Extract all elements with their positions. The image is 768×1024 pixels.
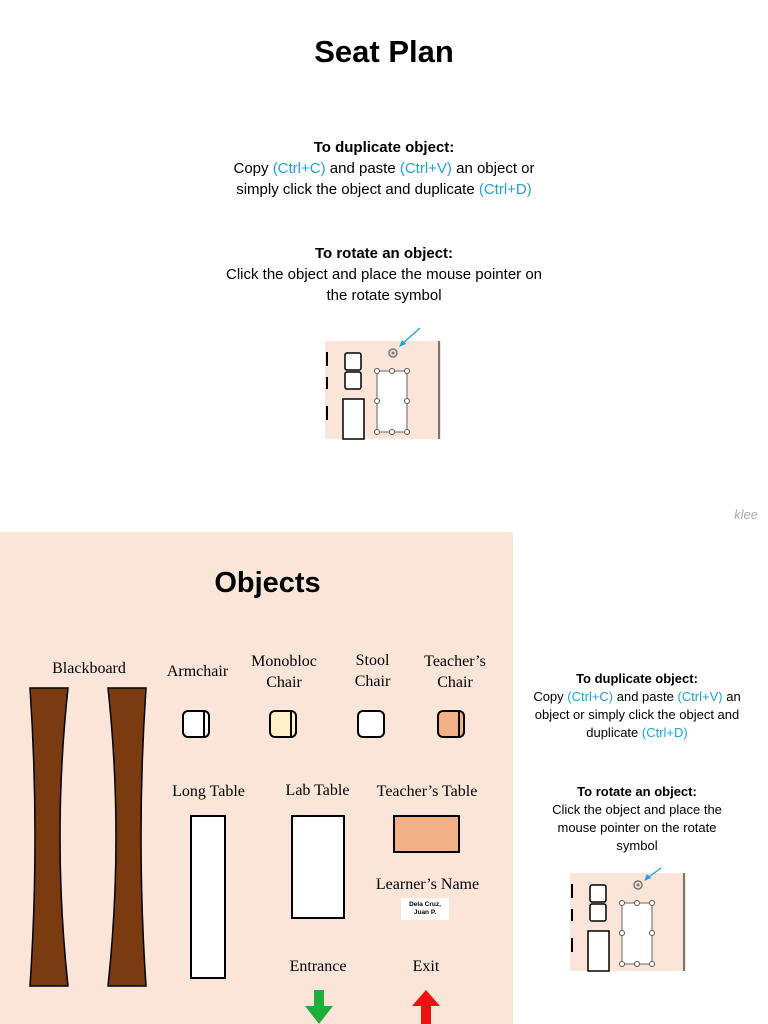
monobloc-chair-object[interactable] — [269, 710, 297, 738]
side-duplicate-text: duplicate — [586, 725, 642, 740]
label-line: Monobloc — [251, 653, 317, 670]
learner-name-card[interactable] — [401, 898, 449, 920]
label-line: Stool — [355, 652, 390, 669]
label-long-table: Long Table — [172, 783, 245, 800]
label-monobloc-chair — [238, 651, 330, 693]
label-exit: Exit — [412, 958, 440, 975]
label-line: Chair — [437, 674, 473, 691]
shortcut-duplicate: (Ctrl+D) — [478, 181, 532, 198]
shortcut-copy: (Ctrl+C) — [272, 160, 326, 177]
rotate-instructions — [0, 243, 768, 306]
side-shortcut-copy: (Ctrl+C) — [567, 689, 614, 704]
side-duplicate-text: Copy — [533, 689, 568, 704]
stool-chair-object[interactable] — [357, 710, 385, 738]
side-shortcut-duplicate: (Ctrl+D) — [641, 725, 688, 740]
shortcut-paste: (Ctrl+V) — [399, 160, 452, 177]
watermark: klee — [734, 507, 758, 522]
side-rotate-heading: To rotate an object: — [577, 784, 697, 799]
label-learners-name: Learner’s Name — [375, 876, 480, 893]
side-duplicate-heading: To duplicate object: — [576, 671, 698, 686]
page-title: Seat Plan — [314, 34, 454, 69]
long-table-object[interactable] — [190, 815, 226, 979]
duplicate-text: an object or — [451, 160, 535, 177]
duplicate-text: and paste — [325, 160, 400, 177]
side-shortcut-paste: (Ctrl+V) — [677, 689, 723, 704]
objects-slide — [0, 532, 513, 1024]
name-card-line: Juan P. — [413, 909, 437, 916]
exit-arrow-icon[interactable] — [411, 990, 441, 1024]
label-line: Teacher’s — [424, 653, 486, 670]
rotate-heading: To rotate an object: — [314, 245, 454, 262]
side-rotate-illustration — [569, 866, 687, 972]
label-teachers-table: Teacher’s Table — [376, 783, 478, 800]
label-line: Chair — [354, 673, 391, 690]
rotate-text: the rotate symbol — [326, 287, 442, 304]
entrance-arrow-icon[interactable] — [304, 990, 334, 1024]
label-lab-table: Lab Table — [285, 782, 350, 799]
teachers-chair-object[interactable] — [437, 710, 465, 738]
blackboard-object[interactable] — [28, 687, 148, 987]
teachers-table-object[interactable] — [393, 815, 460, 853]
side-rotate-text: symbol — [616, 838, 658, 853]
label-blackboard: Blackboard — [52, 660, 126, 677]
side-rotate-text: Click the object and place the — [552, 802, 722, 817]
side-rotate-text: mouse pointer on the rotate — [557, 820, 717, 835]
label-line: Chair — [266, 674, 302, 691]
label-stool-chair — [340, 650, 405, 692]
side-duplicate-instructions — [514, 670, 760, 742]
objects-title: Objects — [214, 567, 321, 599]
armchair-object[interactable] — [182, 710, 210, 738]
side-duplicate-text: an — [722, 689, 741, 704]
duplicate-instructions — [0, 137, 768, 200]
lab-table-object[interactable] — [291, 815, 345, 919]
label-armchair: Armchair — [166, 663, 229, 680]
duplicate-text: Copy — [233, 160, 273, 177]
duplicate-heading: To duplicate object: — [313, 139, 455, 156]
rotate-text: Click the object and place the mouse pointer on — [225, 266, 543, 283]
side-duplicate-text: and paste — [613, 689, 678, 704]
side-rotate-instructions — [514, 783, 760, 855]
rotate-illustration — [324, 326, 442, 440]
label-teachers-chair — [410, 651, 500, 693]
name-card-line: Dela Cruz, — [409, 901, 441, 908]
duplicate-text: simply click the object and duplicate — [236, 181, 479, 198]
side-duplicate-text: object or simply click the object and — [534, 707, 740, 722]
label-entrance: Entrance — [289, 958, 347, 975]
